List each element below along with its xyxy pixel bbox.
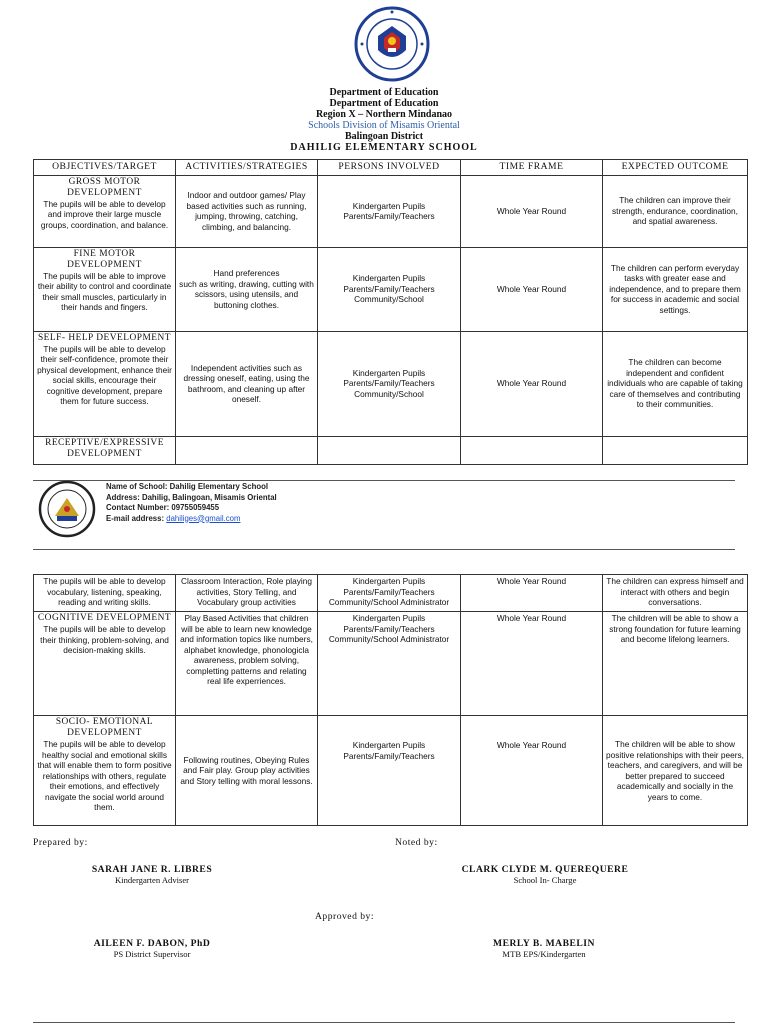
footer-divider — [33, 480, 735, 481]
time-frame-cell: Whole Year Round — [461, 716, 603, 826]
objective-cell — [34, 175, 176, 247]
approved-by-label: Approved by: — [315, 911, 375, 922]
header-expected-outcome: EXPECTED OUTCOME — [603, 160, 748, 176]
objective-description: The pupils will be able to develop and improve their large muscle groups, coordination, and balance. — [40, 198, 169, 230]
activities-cell: Play Based Activities that children will be able to learn new knowledge and information topics like numbers, alphabet knowledge, phonologicla awareness, problem solving, completting patterns and relating real life experriences. — [176, 612, 318, 716]
signatory-approved-1 — [52, 938, 252, 959]
table-row — [34, 331, 748, 436]
outcome-cell: The children can express himself and interact with others and begin conversations. — [603, 575, 748, 612]
objective-cell — [34, 331, 176, 436]
activities-cell: Classroom Interaction, Role playing activities, Story Telling, and Vocabulary group activities — [176, 575, 318, 612]
table-header-row — [34, 160, 748, 176]
activities-cell: Hand preferences such as writing, drawing, cutting with scissors, using utensils, and buttoning clothes. — [176, 247, 318, 331]
footer-divider — [33, 549, 735, 550]
header-division: Schools Division of Misamis Oriental — [308, 120, 460, 131]
signatory-name: SARAH JANE R. LIBRES — [91, 864, 213, 875]
signatory-name: AILEEN F. DABON, PhD — [93, 938, 211, 949]
persons-cell — [318, 436, 461, 464]
objective-cell: The pupils will be able to develop vocabulary, listening, speaking, reading and writing skills. — [34, 575, 176, 612]
objective-description: The pupils will be able to improve their ability to control and coordinate their small muscles, particularly in their hands and fingers. — [37, 270, 172, 312]
objective-title: FINE MOTOR DEVELOPMENT — [67, 248, 142, 270]
table-row — [34, 175, 748, 247]
school-logo — [36, 480, 98, 538]
table-row — [34, 612, 748, 716]
objective-title: COGNITIVE DEVELOPMENT — [37, 613, 172, 623]
time-frame-cell: Whole Year Round — [461, 331, 603, 436]
table-row — [34, 575, 748, 612]
signatory-approved-2 — [444, 938, 644, 959]
school-name-line: Name of School: Dahilig Elementary School — [106, 482, 269, 491]
signatory-prepared — [52, 864, 252, 885]
objective-title: GROSS MOTOR DEVELOPMENT — [67, 176, 142, 198]
email-link[interactable]: dahiliges@gmail.com — [166, 513, 241, 523]
persons-cell: Kindergarten Pupils Parents/Family/Teachers Community/School — [318, 331, 461, 436]
persons-cell: Kindergarten Pupils Parents/Family/Teachers Community/School Administrator — [318, 612, 461, 716]
objective-cell — [34, 612, 176, 716]
header-line-2: Department of Education — [329, 98, 439, 109]
deped-seal-logo — [354, 6, 430, 82]
header-region: Region X – Northern Mindanao — [315, 109, 453, 120]
time-frame-cell — [461, 436, 603, 464]
header-school-name: DAHILIG ELEMENTARY SCHOOL — [290, 142, 478, 153]
objective-cell — [34, 716, 176, 826]
school-email-line — [106, 514, 277, 525]
time-frame-cell: Whole Year Round — [461, 575, 603, 612]
signatory-position: PS District Supervisor — [113, 949, 191, 959]
outcome-cell: The children can improve their strength, endurance, coordination, and spatial awareness. — [603, 175, 748, 247]
header-district: Balingoan District — [344, 131, 424, 142]
header-objectives: OBJECTIVES/TARGET — [34, 160, 176, 176]
outcome-cell: The children can become independent and confident individuals who are capable of taking care of themselves and contributing to their communities. — [603, 331, 748, 436]
noted-by-label: Noted by: — [395, 837, 438, 848]
activities-cell — [176, 436, 318, 464]
header-persons: PERSONS INVOLVED — [318, 160, 461, 176]
persons-cell: Kindergarten Pupils Parents/Family/Teachers — [318, 175, 461, 247]
activities-cell: Indoor and outdoor games/ Play based activities such as running, jumping, throwing, catching, climbing, and balancing. — [176, 175, 318, 247]
signatory-position: School In- Charge — [513, 875, 577, 885]
school-contact-line: Contact Number: 09755059455 — [106, 503, 220, 512]
header-time-frame: TIME FRAME — [461, 160, 603, 176]
time-frame-cell: Whole Year Round — [461, 612, 603, 716]
persons-cell: Kindergarten Pupils Parents/Family/Teachers Community/School Administrator — [318, 575, 461, 612]
table-row — [34, 247, 748, 331]
table-row — [34, 716, 748, 826]
signatory-position: Kindergarten Adviser — [114, 875, 190, 885]
objective-cell — [34, 247, 176, 331]
outcome-cell — [603, 436, 748, 464]
objective-title: SOCIO- EMOTIONAL DEVELOPMENT — [55, 717, 154, 738]
signatory-position: MTB EPS/Kindergarten — [502, 949, 586, 959]
time-frame-cell: Whole Year Round — [461, 247, 603, 331]
prepared-by-label: Prepared by: — [33, 837, 88, 848]
outcome-cell: The children will be able to show a strong foundation for future learning and become lifelong learners. — [603, 612, 748, 716]
header-line-1: Department of Education — [329, 87, 439, 98]
development-plan-table-continued — [33, 574, 748, 826]
activities-cell: Independent activities such as dressing oneself, eating, using the bathroom, and cleaning up after oneself. — [176, 331, 318, 436]
time-frame-cell: Whole Year Round — [461, 175, 603, 247]
objective-description: The pupils will be able to develop healthy social and emotional skills that will enable them to form positive relationships with others, regulate their emotions, and effectively navigate the social world around them. — [37, 739, 172, 812]
persons-cell: Kindergarten Pupils Parents/Family/Teachers Community/School — [318, 247, 461, 331]
signatory-name: MERLY B. MABELIN — [493, 938, 595, 949]
objective-description: The pupils will be able to develop their self-confidence, promote their physical development, enhance their social skills, encourage their cognitive development, prepare them for future success. — [37, 343, 172, 406]
signatory-noted — [445, 864, 645, 885]
footer-divider — [33, 1022, 735, 1023]
email-label: E-mail address: — [106, 513, 165, 523]
school-address-line: Address: Dahilig, Balingoan, Misamis Oriental — [106, 492, 277, 502]
objective-description: The pupils will be able to develop their thinking, problem-solving, and decision-making skills. — [40, 624, 169, 655]
outcome-cell: The children can perform everyday tasks with greater ease and independence, and to prepare them for success in academic and social settings. — [603, 247, 748, 331]
persons-cell: Kindergarten Pupils Parents/Family/Teachers — [318, 716, 461, 826]
header-activities: ACTIVITIES/STRATEGIES — [176, 160, 318, 176]
development-plan-table — [33, 159, 748, 465]
activities-cell: Following routines, Obeying Rules and Fair play. Group play activities and Story telling with moral lessons. — [176, 716, 318, 826]
table-row — [34, 436, 748, 464]
objective-title: SELF- HELP DEVELOPMENT — [37, 332, 172, 343]
objective-cell — [34, 436, 176, 464]
outcome-cell: The children will be able to show positive relationships with their peers, teachers, and caregivers, and will be better prepared to succeed academically and socially in the years to come. — [603, 716, 748, 826]
signatory-name: CLARK CLYDE M. QUEREQUERE — [461, 864, 629, 875]
objective-title: RECEPTIVE/EXPRESSIVE DEVELOPMENT — [45, 437, 164, 459]
school-info-block — [106, 482, 277, 524]
